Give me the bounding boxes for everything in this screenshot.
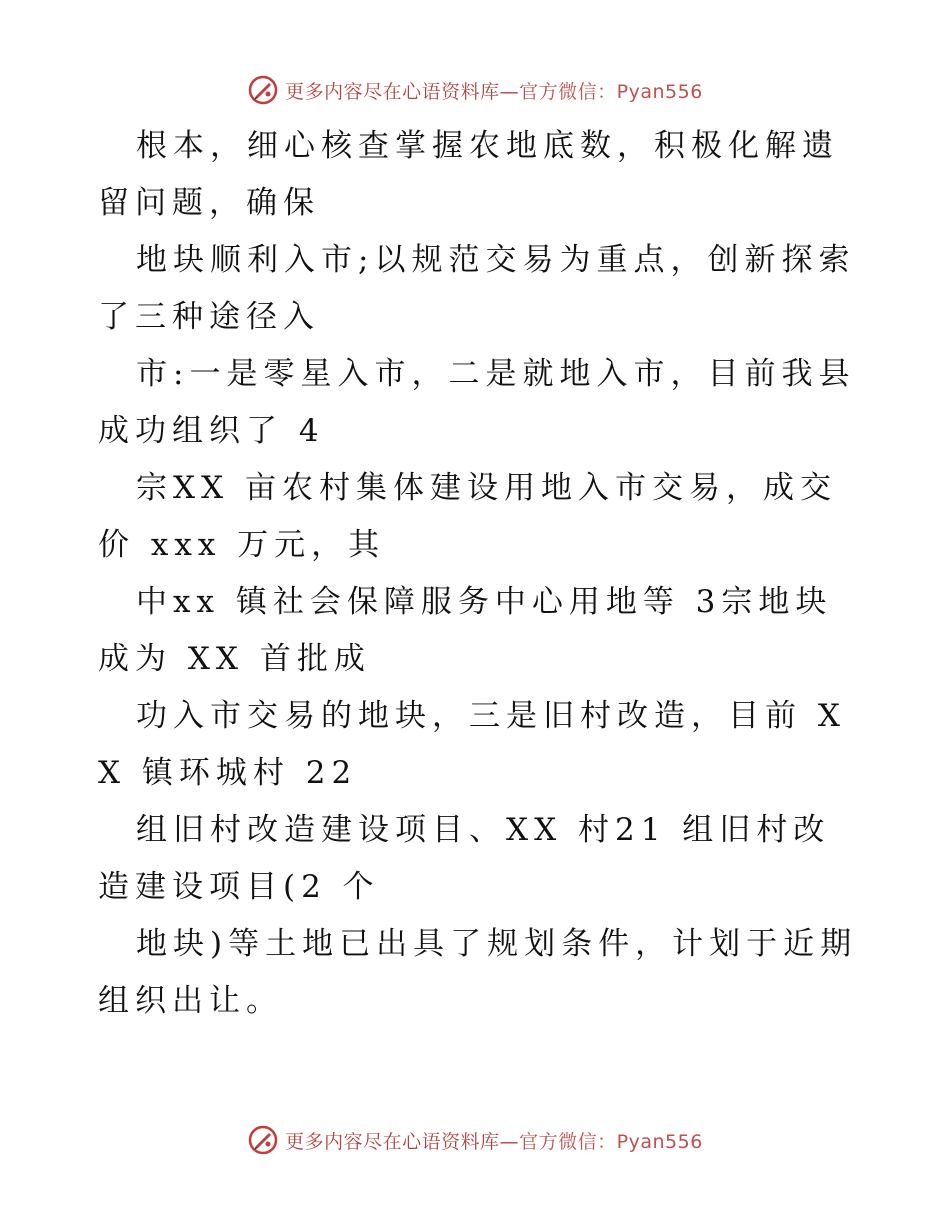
footer-banner-wechat: 官方微信：Pyan556 xyxy=(519,1130,703,1153)
header-banner-separator: — xyxy=(499,80,520,103)
paragraph: 根本，细心核查掌握农地底数，积极化解遗留问题，确保 xyxy=(98,128,839,221)
brand-logo-icon xyxy=(247,74,279,106)
header-banner-wechat: 官方微信：Pyan556 xyxy=(519,80,703,103)
paragraph: 市:一是零星入市，二是就地入市，目前我县成功组织了 4 xyxy=(98,356,856,449)
header-banner xyxy=(0,70,950,110)
header-banner-title: 更多内容尽在心语资料库 xyxy=(285,80,500,103)
paragraph: 中xx 镇社会保障服务中心用地等 3宗地块成为 XX 首批成 xyxy=(98,584,833,677)
paragraph: 功入市交易的地块，三是旧村改造，目前 XX 镇环城村 22 xyxy=(98,698,846,791)
footer-banner-title: 更多内容尽在心语资料库 xyxy=(285,1130,500,1153)
footer-banner xyxy=(0,1120,950,1160)
paragraph: 组旧村改造建设项目、XX 村21 组旧村改造建设项目(2 个 xyxy=(98,812,831,905)
paragraph: 地块)等土地已出具了规划条件，计划于近期组织出让。 xyxy=(98,926,858,1019)
footer-banner-separator: — xyxy=(499,1130,520,1153)
header-banner-text xyxy=(285,77,703,104)
footer-banner-text xyxy=(285,1127,703,1154)
paragraph: 宗XX 亩农村集体建设用地入市交易，成交价 xxx 万元，其 xyxy=(98,470,837,563)
document-body xyxy=(98,118,858,1030)
brand-logo-icon xyxy=(247,1124,279,1156)
paragraph: 地块顺利入市;以规范交易为重点，创新探索了三种途径入 xyxy=(98,242,856,335)
